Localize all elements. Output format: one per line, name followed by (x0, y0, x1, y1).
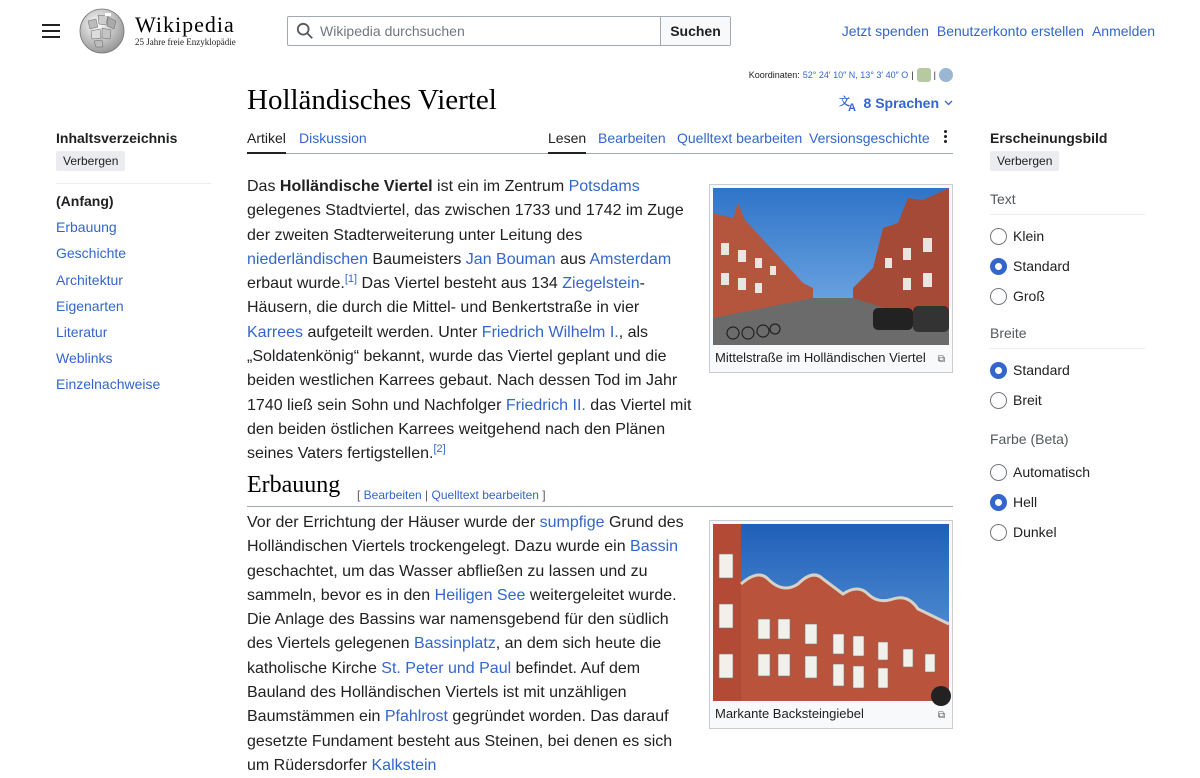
chevron-down-icon (944, 100, 953, 106)
radio-text-large[interactable]: Groß (990, 281, 1145, 311)
figure-mittelstrasse (709, 184, 953, 373)
radio-button[interactable] (990, 464, 1007, 481)
reference-2[interactable]: [2] (433, 443, 446, 456)
figure-caption (713, 701, 949, 725)
radio-color-auto[interactable]: Automatisch (990, 457, 1145, 487)
figure-backsteingiebel (709, 520, 953, 729)
toc-item-einzelnachweise[interactable]: Einzelnachweise (56, 376, 161, 393)
tab-discussion[interactable]: Diskussion (299, 130, 367, 146)
photo-backsteingiebel[interactable] (713, 524, 949, 701)
erbauung-paragraph: Vor der Errichtung der Häuser wurde der sumpfige Grund des Holländischen Viertels trockengelegt. Dazu wurde ein Bassin geschachtet, um das Wasser abfließen zu lassen und zu sammeln, bevor es in den Heiligen See weitergeleitet wurde. Die Anlage des Bassins war namensgebend für den südlich des Viertels gelegenen Bassinplatz, an dem sich heute die katholische Kirche St. Peter und Paul befindet. Auf dem Bauland des Holländischen Viertels ist mit unzähligen Baumstämmen ein Pfahlrost gegründet worden. Das darauf gesetzte Fundament besteht aus Steinen, bei denen es sich um Rüdersdorfer Kalkstein (247, 514, 684, 774)
tab-article[interactable]: Artikel (247, 130, 286, 154)
enlarge-icon[interactable]: ⧉ (937, 354, 945, 365)
main-menu-icon[interactable] (40, 20, 62, 42)
toc-hide-button[interactable]: Verbergen (56, 151, 125, 171)
link-kalkstein[interactable]: Kalkstein (371, 756, 437, 774)
radio-button-selected[interactable] (990, 494, 1007, 511)
radio-width-wide[interactable]: Breit (990, 385, 1145, 415)
section-source-edit-link[interactable]: Quelltext bearbeiten (431, 488, 539, 502)
toc-item-literatur[interactable]: Literatur (56, 323, 108, 340)
appearance-hide-button[interactable]: Verbergen (990, 151, 1059, 171)
search-icon (296, 22, 314, 40)
radio-color-dark[interactable]: Dunkel (990, 517, 1145, 547)
logo-tagline: 25 Jahre freie Enzyklopädie (135, 37, 236, 47)
section-title: Erbauung (247, 472, 341, 498)
wikipedia-logo[interactable] (78, 7, 253, 55)
search-placeholder: Wikipedia durchsuchen (320, 23, 465, 39)
radio-width-standard[interactable]: Standard (990, 355, 1145, 385)
coordinates (749, 68, 953, 82)
appearance-panel (990, 130, 1145, 547)
user-links (842, 23, 1155, 39)
toc-item-erbauung[interactable]: Erbauung (56, 219, 117, 236)
site-header (0, 0, 1200, 62)
link-heiligen-see[interactable]: Heiligen See (434, 586, 526, 604)
page-title: Holländisches Viertel (247, 84, 497, 116)
tab-read[interactable]: Lesen (548, 130, 586, 154)
radio-color-light[interactable]: Hell (990, 487, 1145, 517)
toc-list (56, 192, 211, 402)
coordinates-link[interactable]: 52° 24′ 10″ N, 13° 3′ 40″ O (802, 70, 909, 80)
radio-button[interactable] (990, 392, 1007, 409)
globe-icon[interactable] (939, 68, 953, 82)
link-karrees[interactable]: Karrees (247, 323, 304, 341)
radio-button[interactable] (990, 288, 1007, 305)
color-label: Farbe (Beta) (990, 431, 1069, 447)
width-label: Breite (990, 325, 1145, 349)
intro-paragraph: Das Holländische Viertel ist ein im Zentrum Potsdams gelegenes Stadtviertel, das zwischen 1733 und 1742 im Zuge der zweiten Stadterweiterung unter Leitung des niederländischen Baumeisters Jan Bouman aus Amsterdam erbaut wurde.[1] Das Viertel besteht aus 134 Ziegelstein-Häusern, die durch die Mittel- und Benkertstraße in vier Karrees aufgeteilt werden. Unter Friedrich Wilhelm I., als „Soldatenkönig“ bekannt, wurde das Viertel geplant und die beiden westlichen Karrees gebaut. Nach dessen Tod im Jahr 1740 ließ sein Sohn und Nachfolger Friedrich II. das Viertel mit den beiden östlichen Karrees weitgehend nach den Plänen seines Vaters fertigstellen.[2] (247, 178, 692, 463)
toc-item-weblinks[interactable]: Weblinks (56, 350, 113, 367)
link-niederlaendischen[interactable]: niederländischen (247, 250, 368, 268)
tab-edit-source[interactable]: Quelltext bearbeiten (677, 130, 803, 146)
svg-text:A: A (847, 102, 856, 114)
appearance-title: Erscheinungsbild (990, 130, 1108, 146)
photo-mittelstrasse[interactable] (713, 188, 949, 345)
width-options (990, 355, 1145, 415)
more-options-icon[interactable] (943, 128, 949, 145)
coordinates-label: Koordinaten: (748, 70, 800, 80)
section-edit-link[interactable]: Bearbeiten (363, 488, 422, 502)
coordinates-separator-2: | (933, 70, 936, 80)
link-friedrich-wilhelm[interactable]: Friedrich Wilhelm I. (481, 323, 619, 341)
tab-edit[interactable]: Bearbeiten (598, 130, 666, 146)
table-of-contents (56, 130, 211, 402)
wikipedia-globe-icon (78, 7, 126, 55)
caption-text: Mittelstraße im Holländischen Viertel (715, 350, 926, 365)
radio-button-selected[interactable] (990, 362, 1007, 379)
language-button[interactable] (839, 94, 953, 112)
login-link[interactable]: Anmelden (1091, 23, 1155, 39)
link-st-peter-und-paul[interactable]: St. Peter und Paul (381, 659, 512, 677)
radio-button[interactable] (990, 524, 1007, 541)
text-size-options (990, 221, 1145, 311)
link-bassinplatz[interactable]: Bassinplatz (413, 635, 496, 653)
caption-text: Markante Backsteingiebel (715, 706, 864, 721)
map-icon[interactable] (917, 68, 931, 82)
coordinates-separator: | (911, 70, 914, 80)
page-tabs (247, 121, 953, 154)
link-amsterdam[interactable]: Amsterdam (589, 250, 672, 268)
figure-caption (713, 345, 949, 369)
enlarge-icon[interactable]: ⧉ (937, 710, 945, 721)
radio-button[interactable] (990, 228, 1007, 245)
search-form (287, 16, 731, 46)
text-size-label: Text (990, 191, 1145, 215)
create-account-link[interactable]: Benutzerkonto erstellen (936, 23, 1084, 39)
svg-text:文: 文 (838, 96, 850, 108)
translate-icon (839, 94, 859, 112)
link-potsdams[interactable]: Potsdams (568, 178, 640, 195)
link-pfahlrost[interactable]: Pfahlrost (384, 708, 448, 726)
link-friedrich-ii[interactable]: Friedrich II. (505, 396, 586, 414)
radio-text-standard[interactable]: Standard (990, 251, 1145, 281)
language-count: 8 Sprachen (863, 95, 939, 111)
toc-item-geschichte[interactable]: Geschichte (56, 245, 127, 262)
search-button[interactable]: Suchen (660, 17, 730, 45)
donate-link[interactable]: Jetzt spenden (841, 23, 929, 39)
link-sumpfige[interactable]: sumpfige (539, 514, 605, 531)
logo-wordmark: Wikipedia (135, 12, 235, 37)
search-input[interactable] (288, 17, 660, 45)
section-edit-links: [ Bearbeiten | Quelltext bearbeiten ] (357, 488, 546, 502)
section-heading-erbauung (247, 469, 953, 507)
toc-item-top[interactable]: (Anfang) (56, 193, 114, 209)
radio-text-small[interactable]: Klein (990, 221, 1145, 251)
reference-1[interactable]: [1] (344, 273, 358, 286)
link-bassin[interactable]: Bassin (630, 538, 679, 556)
tab-history[interactable]: Versionsgeschichte (809, 130, 930, 146)
toc-title: Inhaltsverzeichnis (56, 130, 178, 146)
toc-item-architektur[interactable]: Architektur (56, 271, 123, 288)
toc-divider (56, 183, 211, 184)
link-jan-bouman[interactable]: Jan Bouman (465, 250, 556, 268)
toc-item-eigenarten[interactable]: Eigenarten (56, 297, 124, 314)
color-options (990, 457, 1145, 547)
link-ziegelstein[interactable]: Ziegelstein (562, 275, 640, 293)
radio-button-selected[interactable] (990, 258, 1007, 275)
